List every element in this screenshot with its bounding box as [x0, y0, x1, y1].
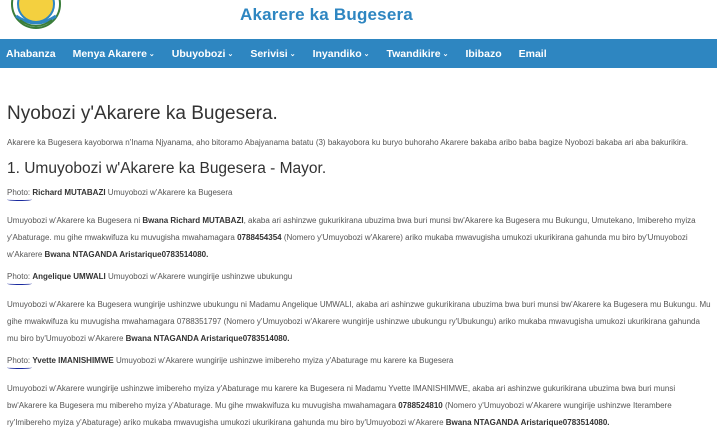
leader-name: Angelique UMWALI: [32, 272, 106, 281]
chevron-down-icon: ⌄: [442, 50, 449, 58]
photo-label: Photo:: [7, 356, 31, 365]
leader-name: Yvette IMANISHIMWE: [32, 356, 114, 365]
leader-role: Umuyobozi w'Akarere ka Bugesera: [107, 188, 233, 197]
intro-text: Akarere ka Bugesera kayoborwa n'Inama Njyanama, aho bitoramo Abajyanama batatu (3) bakayobora ku buryo buhoraho Akarere bakaba aribo baba bagize Nyobozi bakaba ari aba bakurikira.: [7, 138, 689, 147]
chevron-down-icon: ⌄: [148, 50, 155, 58]
para-text: (Nomero y'Umuyobozi w'Akarere) ariko mukaba mwavugisha umukozi ukurikirana gahunda mu biro by'Umuyobozi w'Akarere: [7, 233, 688, 259]
nav-label: Twandikire: [386, 47, 441, 60]
nav-label: Ibibazo: [465, 47, 502, 60]
chevron-down-icon: ⌄: [289, 50, 296, 58]
nav-item-ibibazo[interactable]: [465, 48, 501, 60]
para-text: Umuyobozi w'Akarere wungirije ushinzwe imibereho myiza y'Abaturage mu karere ka Bugesera ni Madamu Yvette IMANISHIMWE, akaba ari ashinzwe gukurikirana ubuzima bwa buri munsi bw'Akarere ka Bugesera mu mibereho myiza y'Abaturage. Mu gihe mwakwifuza ku muvugisha mwahamagara: [7, 384, 676, 410]
nav-item-twandikire[interactable]: [386, 48, 448, 60]
leader-paragraph: [7, 296, 713, 347]
main-content: [7, 103, 713, 440]
nav-label: Inyandiko: [312, 47, 362, 60]
contact-person: Bwana NTAGANDA Aristarique0783514080.: [445, 418, 610, 427]
para-text: (Nomero y'Umuyobozi w'Akarere wungirije ushinzwe Iterambere ry'Imibereho myiza y'Abaturage) ariko mukaba mwavugisha umukozi ukurikirana gahunda mu biro by'Umuyobozi w'Akarere: [7, 401, 672, 427]
leader-role: Umuyobozi w'Akarere wungirije ushinzwe imibereho myiza y'Abaturage mu karere ka Bugesera: [115, 356, 454, 365]
nav-item-ahabanza[interactable]: [6, 48, 56, 60]
nav-item-serivisi[interactable]: [250, 48, 295, 60]
para-text: Umuyobozi w'Akarere ka Bugesera wungirije ushinzwe ubukungu ni Madamu Angelique UMWALI, akaba ari ashinzwe gukurikirana ubuzima bwa buri munsi bw'Akarere ka Bugesera mu Bukungu. Mu gihe mwakwifuza ku muvugisha mwahamagara 0788351797 (Nomero y'Umuyobozi w'Akarere wungirije ushinzwe ubukungu ry'Ubukungu) ariko mukaba mwavugisha umukozi ukurikirana gahunda mu biro by'Umuyobozi w'Akarere: [7, 300, 711, 343]
nav-label: Serivisi: [250, 47, 288, 60]
photo-label: Photo:: [7, 272, 31, 281]
phone-number: 0788454354: [237, 233, 282, 242]
main-nav: [0, 39, 717, 68]
photo-caption: [7, 356, 713, 365]
chevron-down-icon: ⌄: [227, 50, 234, 58]
leader-paragraph: [7, 212, 713, 263]
photo-caption: [7, 272, 713, 281]
leader-paragraph: [7, 380, 713, 431]
photo-label: Photo:: [7, 188, 31, 197]
page-title: Nyobozi y'Akarere ka Bugesera.: [7, 103, 278, 124]
nav-item-email[interactable]: [519, 48, 547, 60]
site-header: [0, 0, 717, 39]
nav-item-menya-akarere[interactable]: [73, 48, 155, 60]
contact-person: Bwana NTAGANDA Aristarique0783514080.: [125, 334, 290, 343]
contact-person: Bwana NTAGANDA Aristarique0783514080.: [44, 250, 209, 259]
leader-name: Richard MUTABAZI: [32, 188, 106, 197]
nav-label: Menya Akarere: [72, 47, 147, 60]
phone-number: 0788524810: [398, 401, 443, 410]
leader-role: Umuyobozi w'Akarere wungirije ushinzwe ubukungu: [107, 272, 293, 281]
nav-label: Ubuyobozi: [171, 47, 226, 60]
nav-label: Email: [518, 47, 547, 60]
site-title[interactable]: Akarere ka Bugesera: [240, 5, 413, 24]
section-title: 1. Umuyobozi w'Akarere ka Bugesera - Mayor.: [7, 160, 327, 177]
photo-caption: [7, 188, 713, 197]
district-seal-logo[interactable]: [6, 0, 66, 36]
nav-label: Ahabanza: [6, 47, 56, 60]
nav-item-ubuyobozi[interactable]: [172, 48, 234, 60]
para-text: , akaba ari ashinzwe gukurikirana ubuzima bwa buri munsi bw'Akarere ka Bugesera mu Bukungu, Umutekano, Imibereho myiza y'Abaturage. mu gihe mwakwifuza ku muvugisha mwahamagara: [7, 216, 696, 242]
nav-item-inyandiko[interactable]: [313, 48, 370, 60]
leader-full-name: Bwana Richard MUTABAZI: [142, 216, 244, 225]
para-text: Umuyobozi w'Akarere ka Bugesera ni: [7, 216, 143, 225]
chevron-down-icon: ⌄: [363, 50, 370, 58]
